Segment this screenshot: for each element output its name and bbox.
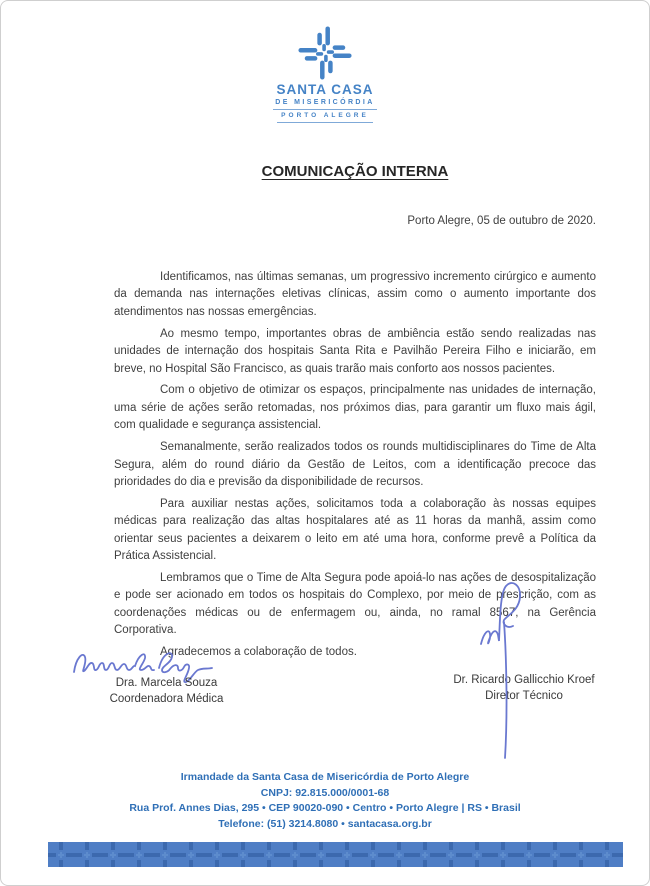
footer: [1, 770, 649, 832]
letter-body: [114, 269, 596, 666]
left-signature-block: [84, 675, 249, 707]
santa-casa-cross-icon: [298, 25, 352, 81]
logo-city: PORTO ALEGRE: [277, 110, 373, 123]
right-signer-role: Diretor Técnico: [485, 690, 563, 702]
logo-name: SANTA CASA: [276, 82, 374, 97]
right-signer-name: Dr. Ricardo Gallicchio Kroef: [453, 674, 595, 686]
left-signer-name: Dra. Marcela Souza: [115, 677, 218, 689]
paragraph: Agradecemos a colaboração de todos.: [160, 646, 357, 659]
page-title: COMUNICAÇÃO INTERNA: [261, 163, 449, 180]
paragraph: Ao mesmo tempo, importantes obras de ambiência estão sendo realizadas nas unidades de internação dos hospitais Santa Rita e Pavilhão Pereira Filho e iniciarão, em breve, no Hospital São Francisco, as quais trarão mais conforto aos nossos pacientes.: [114, 327, 596, 375]
footer-pattern-band: [48, 842, 623, 867]
right-signature-block: [439, 672, 609, 704]
footer-address: Rua Prof. Annes Dias, 295 • CEP 90020-090 • Centro • Porto Alegre | RS • Brasil: [129, 802, 521, 814]
footer-phone-site: Telefone: (51) 3214.8080 • santacasa.org.br: [218, 817, 432, 830]
logo-text: [273, 83, 376, 123]
logo-subtitle: DE MISERICÓRDIA: [273, 97, 376, 110]
footer-cnpj: CNPJ: 92.815.000/0001-68: [260, 786, 390, 799]
paragraph: Semanalmente, serão realizados todos os rounds multidisciplinares do Time de Alta Segura, além do round diário da Gestão de Leitos, com a identificação precoce das prioridades do dia e previsão da disponibilidade de recursos.: [114, 441, 596, 488]
paragraph: Para auxiliar nestas ações, solicitamos toda a colaboração às nossas equipes médicas para realização das altas hospitalares até as 11 horas da manhã, assim como orientar seus pacientes a deixarem o leito em até uma hora, conforme prevê a Política da Prática Assistencial.: [114, 497, 596, 563]
left-signer-role: Coordenadora Médica: [109, 693, 224, 705]
paragraph: Com o objetivo de otimizar os espaços, principalmente nas unidades de internação, uma série de ações serão retomadas, nos próximos dias, para garantir um fluxo mais ágil, com qualidade e segurança assistencial.: [114, 384, 596, 432]
date-line: Porto Alegre, 05 de outubro de 2020.: [407, 215, 596, 227]
paragraph: Lembramos que o Time de Alta Segura pode apoiá-lo nas ações de desospitalização e pode ser acionado em todos os hospitais do Complexo, por meio de prescrição, com as coordenações médicas ou de enfermagem ou, ainda, no ramal 8567, na Gerência Corporativa.: [114, 572, 596, 637]
paragraph: Identificamos, nas últimas semanas, um progressivo incremento cirúrgico e aumento da demanda nas internações eletivas clínicas, assim como o aumento importante dos atendimentos nas nossas emergências.: [114, 271, 596, 318]
logo: [1, 25, 649, 123]
footer-org-name: Irmandade da Santa Casa de Misericórdia de Porto Alegre: [180, 771, 470, 783]
